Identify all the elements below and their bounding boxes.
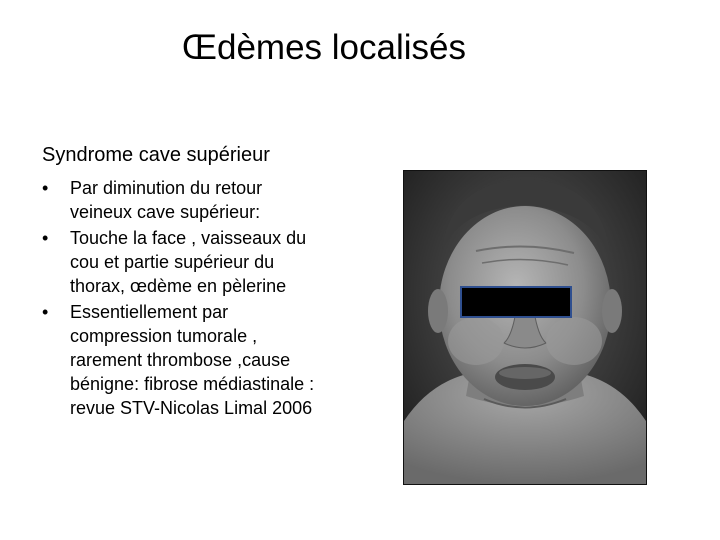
- patient-photo-illustration: [404, 171, 646, 484]
- patient-photo: [403, 170, 647, 485]
- section-subtitle: Syndrome cave supérieur: [42, 144, 270, 166]
- bullet-list: [42, 176, 382, 422]
- bullet-line: bénigne: fibrose médiastinale :: [70, 374, 315, 394]
- bullet-dot-icon: •: [42, 178, 49, 198]
- bullet-line: Par diminution du retour: [70, 178, 263, 198]
- list-item: [42, 300, 382, 420]
- list-item: [42, 226, 382, 298]
- eye-redaction-bar: [460, 286, 572, 318]
- bullet-line: veineux cave supérieur:: [70, 202, 261, 222]
- bullet-line: thorax, œdème en pèlerine: [70, 276, 287, 296]
- slide-title: Œdèmes localisés: [182, 28, 466, 67]
- bullet-dot-icon: •: [42, 228, 49, 248]
- bullet-line: Touche la face , vaisseaux du: [70, 228, 307, 248]
- bullet-line: Essentiellement par: [70, 302, 229, 322]
- bullet-line: compression tumorale ,: [70, 326, 258, 346]
- bullet-line: cou et partie supérieur du: [70, 252, 275, 272]
- bullet-line: rarement thrombose ,cause: [70, 350, 291, 370]
- bullet-line: revue STV-Nicolas Limal 2006: [70, 398, 313, 418]
- bullet-dot-icon: •: [42, 302, 49, 322]
- list-item: [42, 176, 382, 224]
